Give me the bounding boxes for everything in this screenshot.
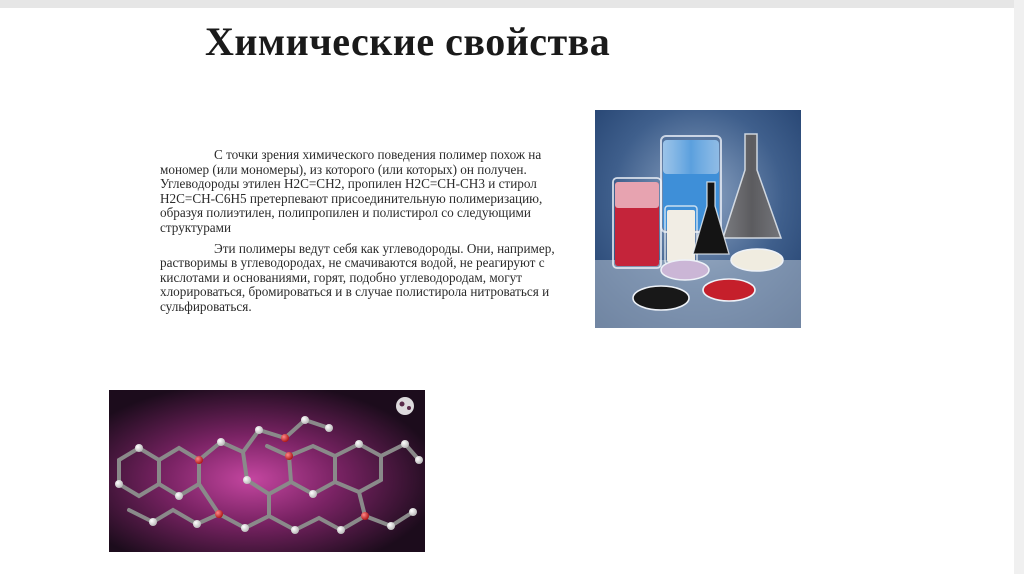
molecule-model-image: [109, 390, 425, 552]
top-border: [0, 0, 1024, 8]
right-border: [1014, 0, 1024, 574]
body-text: [160, 148, 570, 321]
paragraph-2: Эти полимеры ведут себя как углеводороды. Они, например, растворимы в углеводородах, не смачиваются водой, не реагируют с кислотами и основаниями, горят, подобно углеводородам, могут хлорироваться, бромироваться и в случае полистирола нитроваться и сульфироваться.: [160, 240, 555, 314]
polymer-granules-photo: [595, 110, 801, 328]
slide-title: Химические свойства: [205, 19, 611, 64]
paragraph-1: С точки зрения химического поведения полимер похож на мономер (или мономеры), из которого (или которых) он получен. Углеводороды этилен H2C=CH2, пропилен H2C=CH-CH3 и стирол H2C=CH-C6H5 претерпевают присоединительную полимеризацию, образуя полиэтилен, полипропилен и полистирол со следующими структурами: [160, 147, 543, 235]
